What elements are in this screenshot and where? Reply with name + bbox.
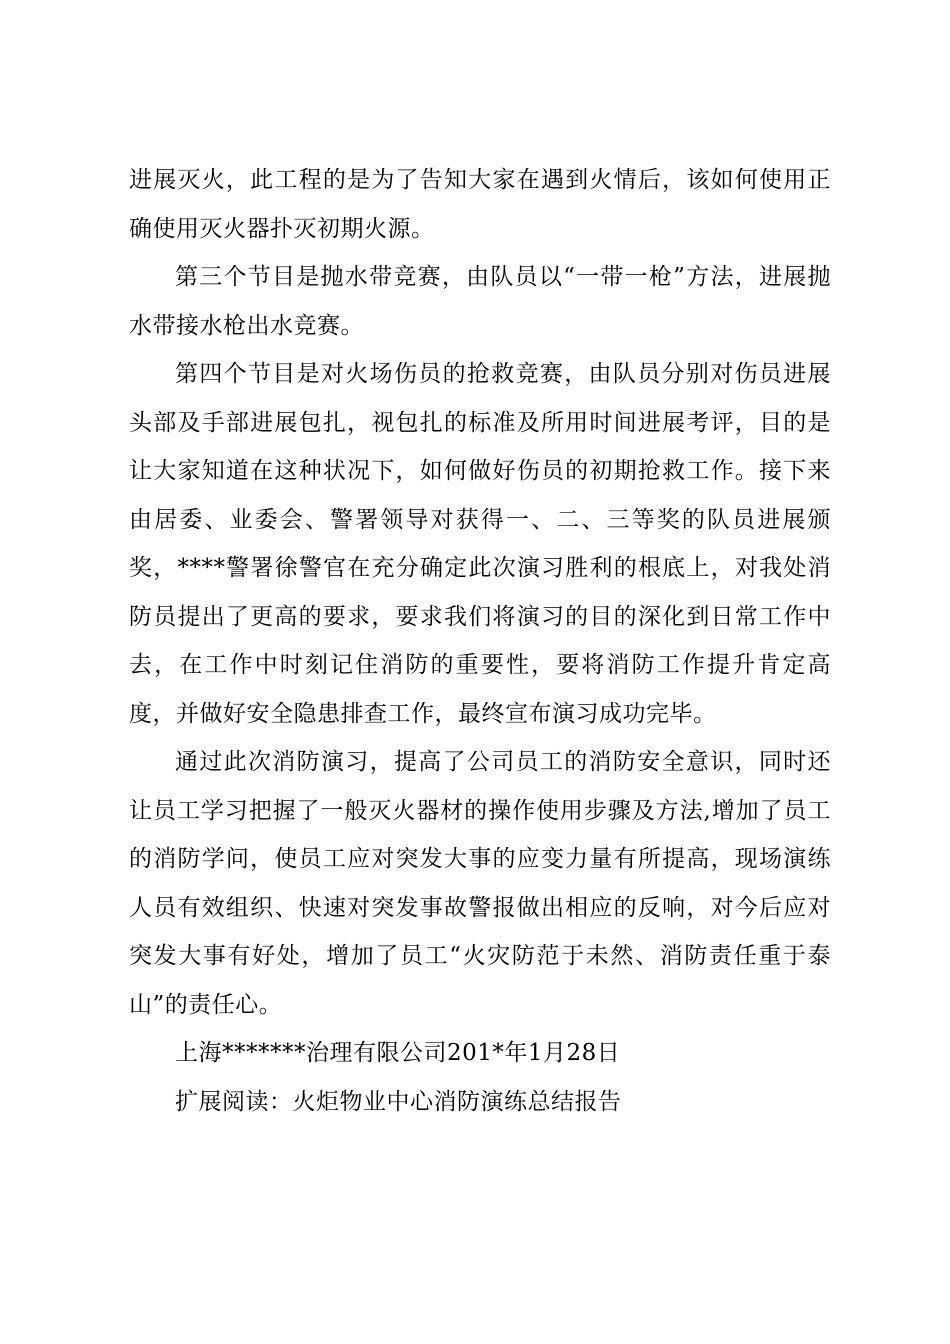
paragraph-third-program: 第三个节目是抛水带竞赛，由队员以“一带一枪”方法，进展抛水带接水枪出水竞赛。 bbox=[129, 264, 831, 339]
signature-line: 上海*******治理有限公司201*年1月28日 bbox=[175, 1040, 621, 1066]
extended-reading-line: 扩展阅读：火炬物业中心消防演练总结报告 bbox=[175, 1088, 622, 1115]
document-page bbox=[129, 156, 831, 1126]
paragraph-continuation: 进展灭火，此工程的是为了告知大家在遇到火情后，该如何使用正确使用灭火器扑灭初期火源。 bbox=[129, 167, 831, 242]
paragraph-summary: 通过此次消防演习，提高了公司员工的消防安全意识，同时还让员工学习把握了一般灭火器材的操作使用步骤及方法,增加了员工的消防学问，使员工应对突发大事的应变力量有所提高，现场演练人员有效组织、快速对突发事故警报做出相应的反响，对今后应对突发大事有好处，增加了员工“火灾防范于未然、消防责任重于泰山”的责任心。 bbox=[129, 749, 831, 1018]
paragraph-fourth-program: 第四个节目是对火场伤员的抢救竞赛，由队员分别对伤员进展头部及手部进展包扎，视包扎的标准及所用时间进展考评，目的是让大家知道在这种状况下，如何做好伤员的初期抢救工作。接下来由居委、业委会、警署领导对获得一、二、三等奖的队员进展颁奖，****警署徐警官在充分确定此次演习胜利的根底上，对我处消防员提出了更高的要求，要求我们将演习的目的深化到日常工作中去，在工作中时刻记住消防的重要性，要将消防工作提升肯定高度，并做好安全隐患排查工作，最终宣布演习成功完毕。 bbox=[129, 361, 831, 727]
